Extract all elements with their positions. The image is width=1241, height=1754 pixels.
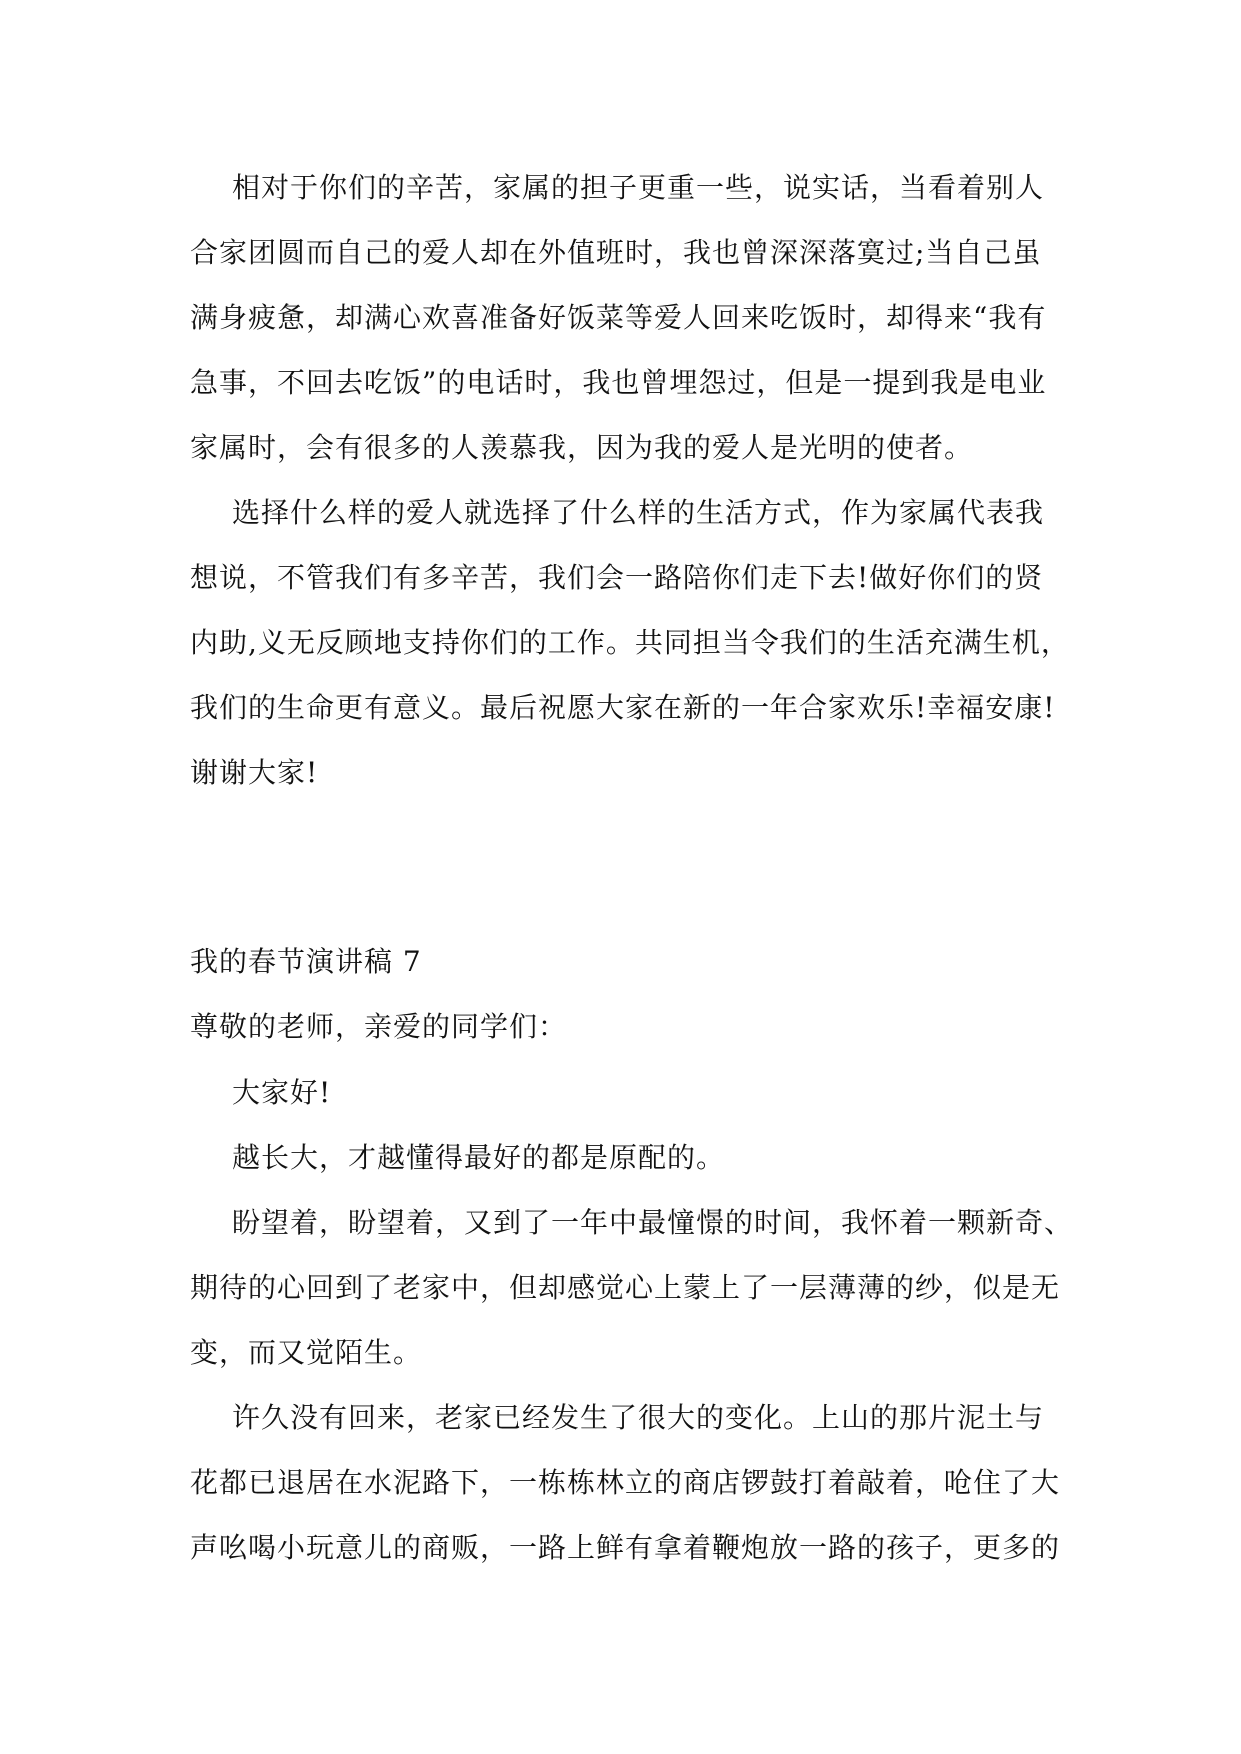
- text-line: 我们的生命更有意义。最后祝愿大家在新的一年合家欢乐!幸福安康!: [190, 691, 1056, 724]
- text-line: 花都已退居在水泥路下，一栋栋林立的商店锣鼓打着敲着，呛住了大: [190, 1466, 1061, 1499]
- text-line: 内助,义无反顾地支持你们的工作。共同担当令我们的生活充满生机，: [190, 626, 1070, 659]
- text-line: 选择什么样的爱人就选择了什么样的生活方式，作为家属代表我: [232, 496, 1045, 529]
- text-line: 相对于你们的辛苦，家属的担子更重一些，说实话，当看着别人: [232, 171, 1045, 204]
- text-line: 声吆喝小玩意儿的商贩，一路上鲜有拿着鞭炮放一路的孩子，更多的: [190, 1531, 1061, 1564]
- text-line: 盼望着，盼望着，又到了一年中最憧憬的时间，我怀着一颗新奇、: [232, 1206, 1074, 1239]
- text-line: 变，而又觉陌生。: [190, 1336, 423, 1369]
- salutation: 尊敬的老师，亲爱的同学们：: [190, 1010, 568, 1043]
- text-line: 越长大，才越懂得最好的都是原配的。: [232, 1141, 726, 1174]
- text-line: 合家团圆而自己的爱人却在外值班时，我也曾深深落寞过;当自己虽: [190, 236, 1042, 269]
- greeting: 大家好!: [232, 1076, 332, 1109]
- text-line: 想说，不管我们有多辛苦，我们会一路陪你们走下去!做好你们的贤: [190, 561, 1044, 594]
- text-line: 谢谢大家!: [190, 756, 319, 789]
- text-line: 期待的心回到了老家中，但却感觉心上蒙上了一层薄薄的纱，似是无: [190, 1271, 1061, 1304]
- text-line: 许久没有回来，老家已经发生了很大的变化。上山的那片泥土与: [232, 1401, 1045, 1434]
- text-line: 家属时，会有很多的人羡慕我，因为我的爱人是光明的使者。: [190, 431, 974, 464]
- text-line: 满身疲惫，却满心欢喜准备好饭菜等爱人回来吃饭时，却得来“我有: [190, 301, 1047, 334]
- section-title: 我的春节演讲稿 7: [190, 945, 422, 978]
- text-line: 急事，不回去吃饭”的电话时，我也曾埋怨过，但是一提到我是电业: [190, 366, 1047, 399]
